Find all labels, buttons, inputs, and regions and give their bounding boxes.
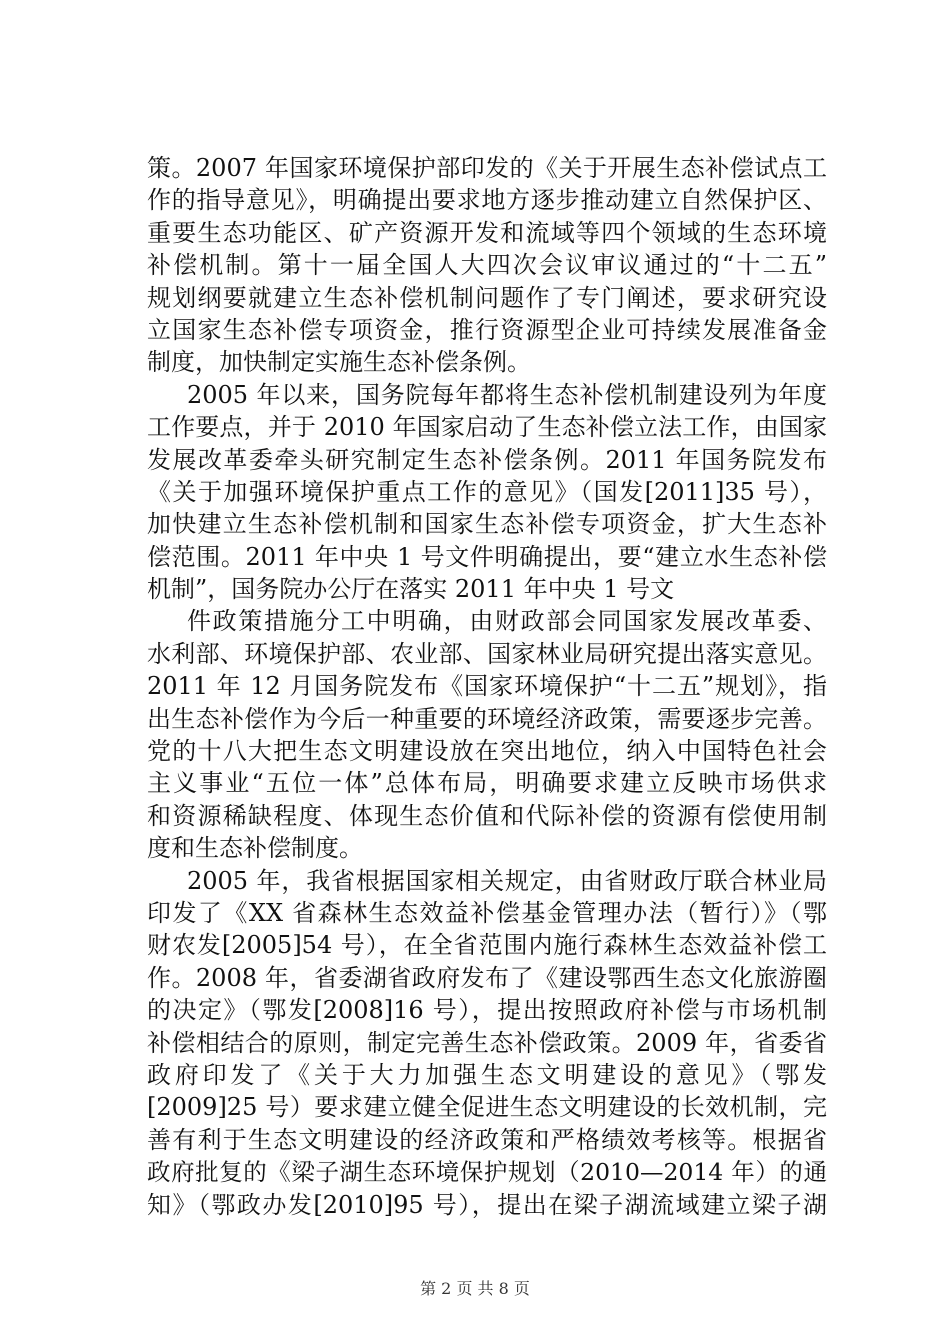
text-line: 重要生态功能区、矿产资源开发和流域等四个领域的生态环境 (147, 218, 827, 247)
text-line: 党的十八大把生态文明建设放在突出地位，纳入中国特色社会 (147, 737, 827, 766)
text-line: 机制”，国务院办公厅在落实 2011 年中央 1 号文 (147, 575, 675, 604)
text-line: 水利部、环境保护部、农业部、国家林业局研究提出落实意见。 (147, 639, 827, 668)
text-line: 和资源稀缺程度、体现生态价值和代际补偿的资源有偿使用制 (147, 801, 827, 830)
text-line: 补偿机制。第十一届全国人大四次会议审议通过的“十二五” (147, 251, 827, 280)
text-line: 知》（鄂政办发[2010]95 号），提出在梁子湖流域建立梁子湖 (147, 1190, 827, 1219)
document-body (147, 152, 827, 1221)
text-line: 2005 年，我省根据国家相关规定，由省财政厅联合林业局 (187, 866, 827, 895)
text-line: [2009]25 号）要求建立健全促进生态文明建设的长效机制，完 (147, 1093, 827, 1122)
text-line: 的决定》（鄂发[2008]16 号），提出按照政府补偿与市场机制 (147, 996, 827, 1025)
text-line: 印发了《XX 省森林生态效益补偿基金管理办法（暂行）》（鄂 (147, 898, 827, 927)
text-line: 作的指导意见》，明确提出要求地方逐步推动建立自然保护区、 (147, 186, 827, 215)
text-line: 规划纲要就建立生态补偿机制问题作了专门阐述，要求研究设 (147, 283, 827, 312)
text-line: 发展改革委牵头研究制定生态补偿条例。2011 年国务院发布 (147, 445, 827, 474)
text-line: 补偿相结合的原则，制定完善生态补偿政策。2009 年，省委省 (147, 1028, 827, 1057)
text-line: 策。2007 年国家环境保护部印发的《关于开展生态补偿试点工 (147, 154, 827, 182)
text-line: 2005 年以来，国务院每年都将生态补偿机制建设列为年度 (187, 380, 827, 409)
text-line: 主义事业“五位一体”总体布局，明确要求建立反映市场供求 (147, 769, 827, 798)
text-line: 制度，加快制定实施生态补偿条例。 (147, 348, 531, 377)
text-line: 政府批复的《梁子湖生态环境保护规划（2010—2014 年）的通 (147, 1158, 827, 1187)
text-line: 件政策措施分工中明确，由财政部会同国家发展改革委、 (187, 607, 827, 636)
text-line: 工作要点，并于 2010 年国家启动了生态补偿立法工作，由国家 (147, 413, 827, 442)
text-line: 加快建立生态补偿机制和国家生态补偿专项资金，扩大生态补 (147, 510, 827, 539)
text-line: 善有利于生态文明建设的经济政策和严格绩效考核等。根据省 (147, 1125, 827, 1154)
text-line: 作。2008 年，省委湖省政府发布了《建设鄂西生态文化旅游圈 (147, 963, 827, 992)
text-line: 立国家生态补偿专项资金，推行资源型企业可持续发展准备金 (147, 315, 827, 344)
text-line: 《关于加强环境保护重点工作的意见》（国发[2011]35 号）， (147, 477, 827, 506)
text-line: 财农发[2005]54 号），在全省范围内施行森林生态效益补偿工 (147, 931, 827, 960)
page-number-footer: 第 2 页 共 8 页 (420, 1279, 530, 1298)
text-line: 偿范围。2011 年中央 1 号文件明确提出，要“建立水生态补偿 (147, 542, 827, 571)
text-line: 2011 年 12 月国务院发布《国家环境保护“十二五”规划》，指 (147, 672, 827, 701)
text-line: 政府印发了《关于大力加强生态文明建设的意见》（鄂发 (147, 1060, 827, 1089)
text-line: 出生态补偿作为今后一种重要的环境经济政策，需要逐步完善。 (147, 704, 827, 733)
text-line: 度和生态补偿制度。 (147, 834, 363, 863)
